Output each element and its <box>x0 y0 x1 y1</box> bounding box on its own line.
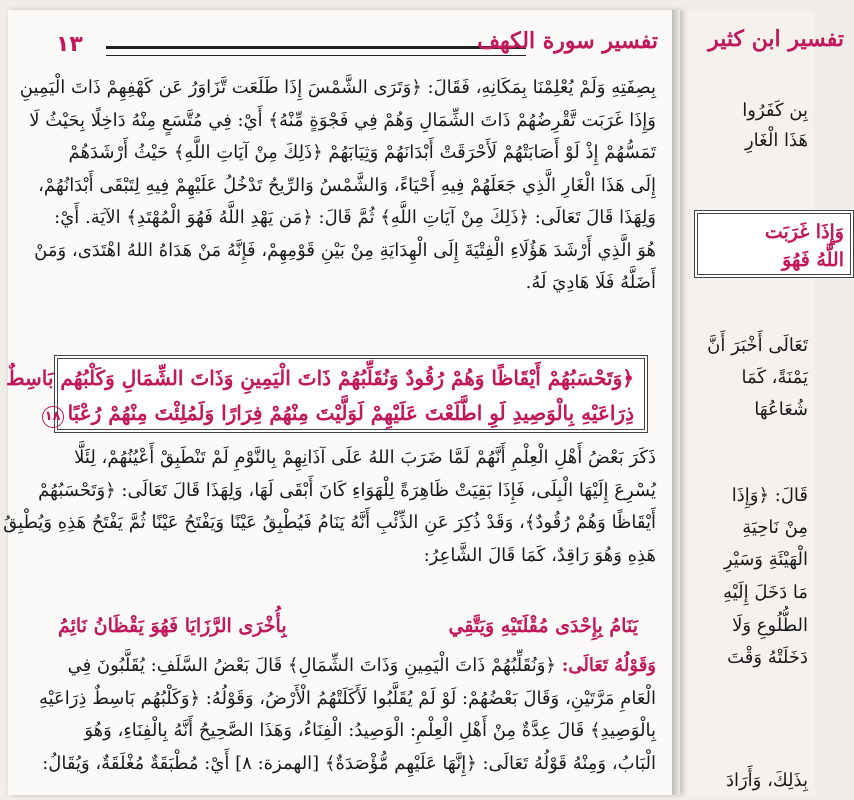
text-line: تَمَسُّهُمْ إِذْ لَوْ أَصَابَتْهُمْ لَأَحْرَقَتْ أَبْدَانَهُمْ وَثِيَابَهُمْ ﴿ذَلِكَ مِنْ آيَاتِ اللَّهِ﴾ حَيْثُ أَرْشَدَهُمْ <box>68 142 656 163</box>
book-gutter-shadow <box>672 10 690 795</box>
text-line <box>36 650 656 683</box>
text-line: بِصِفَتِهِ وَلَمْ يُعْلِمْنَا بِمَكَانِهِ، فَقَالَ: ﴿وَتَرَى الشَّمْسَ إِذَا طَلَعَت تَّزَاوَرُ عَن كَهْفِهِمْ ذَاتَ الْيَمِينِ <box>19 77 656 98</box>
text-line: وَلِهَذَا قَالَ تَعَالَى: ﴿ذَلِكَ مِنْ آيَاتِ اللَّهِ﴾ ثُمَّ قَالَ: ﴿مَن يَهْدِ اللَّهُ فَهُوَ الْمُهْتَدِ﴾ الآيَة. أَيْ: <box>54 207 656 228</box>
side-line: قَالَ: ﴿وَإِذَا <box>731 485 808 506</box>
side-line: الْهَيْئَةِ وَسَيْرِ <box>723 549 808 570</box>
side-line: مِنْ نَاحِيَةِ <box>742 517 808 538</box>
page-number: ١٣ <box>56 32 83 57</box>
header-rule <box>106 46 526 56</box>
side-line: هَذَا الْغَارِ <box>744 130 808 151</box>
text-line: وَإِذَا غَرَبَت تَّقْرِضُهُمْ ذَاتَ الشِّمَالِ وَهُمْ فِي فَجْوَةٍ مِّنْهُ﴾ أَيْ: فِي مُتَّسَعٍ مِنْهُ دَاخِلًا بِحَيْثُ لَا <box>29 109 656 131</box>
text-line: يُسْرِعَ إِلَيْهَا الْبِلَى، فَإِذَا بَقِيَتْ ظَاهِرَةً لِلْهَوَاءِ كَانَ أَبْقَى لَهَا، وَلِهَذَا قَالَ تَعَالَى: ﴿وَتَحْسَبُهُمْ <box>38 479 656 501</box>
verse-text: ذِرَاعَيْهِ بِالْوَصِيدِ لَوِ اطَّلَعْتَ عَلَيْهِمْ لَوَلَّيْتَ مِنْهُمْ فِرَارًا وَلَمُلِئْتَ مِنْهُمْ رُعْبًا <box>67 401 634 425</box>
poem-second-hemistich: بِأُخْرَى الرَّزَايَا فَهُوَ يَقْظَانُ نَائِمُ <box>58 615 287 637</box>
text-line: بِالْوَصِيدِ﴾ قَالَ عِدَّةٌ مِنْ أَهْلِ الْعِلْمِ: الْوَصِيدُ: الْفِنَاءُ، وَهَذَا الصَّحِيحُ أَنَّهُ بِالْفِنَاءِ، وَهُوَ <box>84 720 656 741</box>
running-title: تفسير سورة الكهف <box>477 28 658 54</box>
body-paragraph <box>3 442 656 572</box>
side-line: دَخَلَتْهُ وَقْتَ <box>727 647 808 668</box>
page-header <box>38 24 658 64</box>
book-page <box>3 10 680 795</box>
side-line: الطُّلُوعِ وَلَا <box>732 615 808 636</box>
section-heading: وَقَوْلُهُ تَعَالَى: <box>561 655 656 676</box>
poem-first-hemistich: يَنَامُ بِإِحْدَى مُقْلَتَيْهِ وَيَتَّقِي <box>448 615 638 637</box>
body-paragraph <box>36 650 656 780</box>
text-line: الْبَابُ، وَمِنْهُ قَوْلُهُ تَعَالَى: ﴿إِنَّهَا عَلَيْهِم مُّؤْصَدَةٌ﴾ [الهمزة: ٨] أَيْ: مُطْبَقَةٌ مُغْلَقَةٌ، وَيُقَالُ: <box>42 752 656 774</box>
verse-box <box>6 355 648 433</box>
text-line: أَضَلَّهُ فَلَا هَادِيَ لَهُ. <box>525 272 656 293</box>
verse-line: ﴿وَتَحْسَبُهُمْ أَيْقَاظًا وَهُمْ رُقُودٌ وَنُقَلِّبُهُمْ ذَاتَ الْيَمِينِ وَذَاتَ الشِّمَالِ وَكَلْبُهُم بَاسِطٌ <box>6 366 634 390</box>
text-line: هَذِهِ وَهُوَ رَاقِدٌ، كَمَا قَالَ الشَّاعِرُ: <box>423 544 656 566</box>
text-line: ذَكَرَ بَعْضُ أَهْلِ الْعِلْمِ أَنَّهُمْ لَمَّا ضَرَبَ اللهُ عَلَى آذَانِهِمْ بِالنَّوْمِ لَمْ تَنْطَبِقْ أَعْيُنُهُمْ، لِئَلَّا <box>74 447 656 468</box>
text-line: إِلَى هَذَا الْغَارِ الَّذِي جَعَلَهُمْ فِيهِ أَحْيَاءً، وَالشَّمْسُ وَالرِّيحُ تَدْخُلُ عَلَيْهِمْ فِيهِ لِتَبْقَى أَبْدَانُهُمْ، <box>38 174 656 196</box>
side-line: مَا دَخَلَ إِلَيْهِ <box>723 582 808 603</box>
side-line: بِن كَفَرُوا <box>742 100 808 121</box>
text-span: ﴿وَنُقَلِّبُهُمْ ذَاتَ الْيَمِينِ وَذَاتَ الشِّمَالِ﴾ قَالَ بَعْضُ السَّلَفِ: يُقَلَّبُونَ فِي <box>67 655 556 676</box>
side-line: شُعَاعُهَا <box>754 399 808 420</box>
side-line: يَمْنَةً، كَمَا <box>741 367 808 388</box>
side-verse-box <box>694 210 854 278</box>
text-line: أَيْقَاظًا وَهُمْ رُقُودٌ﴾، وَقَدْ ذُكِرَ عَنِ الذِّئْبِ أَنَّهُ يَنَامُ فَيُطْبِقُ عَيْنًا وَيَفْتَحُ عَيْنًا ثُمَّ يَفْتَحُ هَذِهِ وَيُطْبِقُ <box>3 512 656 533</box>
side-running-title: تفسير ابن كثير <box>708 26 844 52</box>
side-box-line: وَإِذَا غَرَبَت <box>764 221 844 243</box>
verse-line <box>44 396 634 431</box>
text-line: هُوَ الَّذِي أَرْشَدَ هَؤُلَاءِ الْفِتْيَةَ إِلَى الْهِدَايَةِ مِنْ بَيْنِ قَوْمِهِمْ، فَإِنَّهُ مَنْ هَدَاهُ اللهُ اهْتَدَى، وَمَنْ <box>34 239 656 261</box>
verse-number: ١٨ <box>42 406 64 428</box>
adjacent-page <box>684 10 844 795</box>
side-line: تَعَالَى أَخْبَرَ أَنَّ <box>707 335 808 356</box>
body-paragraph <box>19 72 656 300</box>
side-line: بِذَلِكَ، وَأَرَادَ <box>725 770 808 791</box>
side-box-line: اللَّهُ فَهُوَ <box>782 249 844 271</box>
text-line: الْعَامِ مَرَّتَيْنِ، وَقَالَ بَعْضُهُمْ: لَوْ لَمْ يُقَلَّبُوا لَأَكَلَتْهُمُ الْأَرْضُ، وَقَوْلُهُ: ﴿وَكَلْبُهُم بَاسِطٌ ذِرَاعَيْهِ <box>38 687 656 709</box>
